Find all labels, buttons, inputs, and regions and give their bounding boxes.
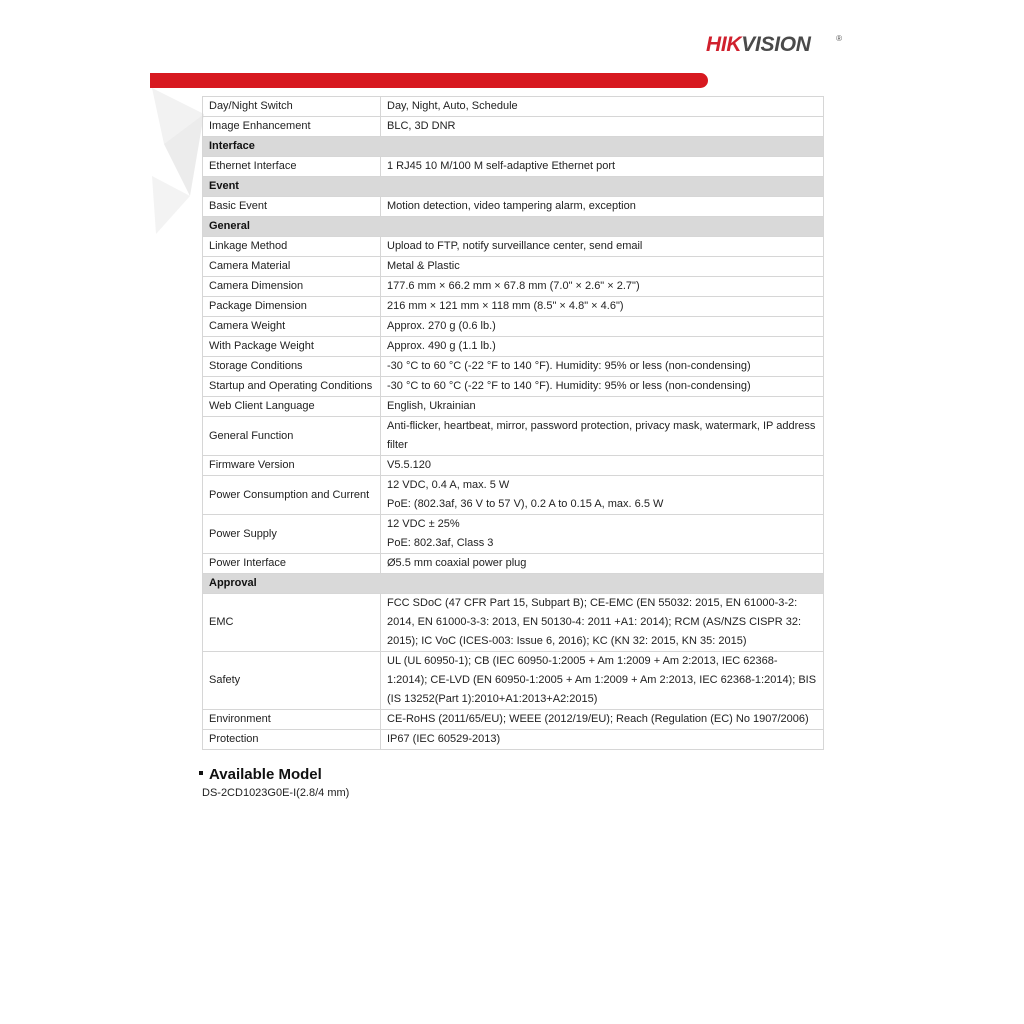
- spec-table: [202, 96, 824, 750]
- spec-value-line: -30 °C to 60 °C (-22 °F to 140 °F). Humidity: 95% or less (non-condensing): [387, 360, 751, 372]
- spec-label: Linkage Method: [203, 237, 381, 257]
- spec-value: [381, 417, 824, 456]
- spec-label: Package Dimension: [203, 297, 381, 317]
- spec-value: [381, 652, 824, 710]
- spec-value-line: V5.5.120: [387, 459, 432, 471]
- section-title: Interface: [203, 137, 824, 157]
- spec-value: [381, 237, 824, 257]
- spec-row: [203, 417, 824, 456]
- spec-row: [203, 377, 824, 397]
- spec-label: Environment: [203, 710, 381, 730]
- spec-row: [203, 337, 824, 357]
- spec-value: [381, 730, 824, 750]
- spec-row: [203, 730, 824, 750]
- spec-row: [203, 237, 824, 257]
- section-title: General: [203, 217, 824, 237]
- spec-value: [381, 377, 824, 397]
- spec-value-line: IP67 (IEC 60529-2013): [387, 733, 501, 745]
- registered-mark: ®: [836, 34, 842, 43]
- spec-value: [381, 456, 824, 476]
- spec-label: With Package Weight: [203, 337, 381, 357]
- spec-label: Day/Night Switch: [203, 97, 381, 117]
- spec-value-line: English, Ukrainian: [387, 400, 476, 412]
- spec-row: [203, 357, 824, 377]
- section-title: Event: [203, 177, 824, 197]
- spec-label: Web Client Language: [203, 397, 381, 417]
- spec-value-line: 177.6 mm × 66.2 mm × 67.8 mm (7.0" × 2.6" × 2.7"): [387, 280, 640, 292]
- spec-row: [203, 297, 824, 317]
- spec-row: [203, 257, 824, 277]
- spec-value-line: Anti-flicker, heartbeat, mirror, password protection, privacy mask, watermark, IP address filter: [387, 420, 816, 451]
- spec-label: Image Enhancement: [203, 117, 381, 137]
- spec-row: [203, 554, 824, 574]
- section-title: Approval: [203, 574, 824, 594]
- spec-label: Power Supply: [203, 515, 381, 554]
- spec-row: [203, 652, 824, 710]
- spec-value-line: Approx. 270 g (0.6 lb.): [387, 320, 496, 332]
- spec-value-line: UL (UL 60950-1); CB (IEC 60950-1:2005 + Am 1:2009 + Am 2:2013, IEC 62368-1:2014); CE-LVD (EN 60950-1:2005 + Am 1:2009 + Am 2:2013, IEC 62368-1:2014); BIS (IS 13252(Part 1):2010+A1:2013+A2:2015): [387, 655, 817, 705]
- spec-value-line: 12 VDC, 0.4 A, max. 5 W: [387, 479, 510, 491]
- section-header-row: [203, 137, 824, 157]
- spec-row: [203, 197, 824, 217]
- spec-value-line: 216 mm × 121 mm × 118 mm (8.5" × 4.8" × 4.6"): [387, 300, 624, 312]
- section-header-row: [203, 574, 824, 594]
- spec-value-line: PoE: (802.3af, 36 V to 57 V), 0.2 A to 0.15 A, max. 6.5 W: [387, 498, 664, 510]
- spec-row: [203, 456, 824, 476]
- available-model-heading: [199, 766, 322, 783]
- spec-row: [203, 476, 824, 515]
- spec-label: Storage Conditions: [203, 357, 381, 377]
- available-model-number: DS-2CD1023G0E-I(2.8/4 mm): [202, 787, 350, 799]
- spec-value-line: BLC, 3D DNR: [387, 120, 456, 132]
- watermark-decoration: [150, 86, 206, 236]
- spec-value-line: Day, Night, Auto, Schedule: [387, 100, 518, 112]
- spec-value: [381, 554, 824, 574]
- spec-value: [381, 117, 824, 137]
- spec-label: Camera Material: [203, 257, 381, 277]
- spec-value-line: Approx. 490 g (1.1 lb.): [387, 340, 496, 352]
- spec-value-line: Metal & Plastic: [387, 260, 460, 272]
- spec-row: [203, 710, 824, 730]
- spec-row: [203, 397, 824, 417]
- spec-value: [381, 710, 824, 730]
- header-accent-bar: [150, 73, 708, 88]
- spec-value-line: 1 RJ45 10 M/100 M self-adaptive Ethernet port: [387, 160, 616, 172]
- spec-row: [203, 157, 824, 177]
- spec-value: [381, 317, 824, 337]
- spec-label: Protection: [203, 730, 381, 750]
- spec-table-body: [203, 97, 824, 750]
- spec-value: [381, 337, 824, 357]
- spec-label: General Function: [203, 417, 381, 456]
- spec-row: [203, 317, 824, 337]
- spec-value: [381, 257, 824, 277]
- bullet-icon: [199, 771, 203, 775]
- spec-row: [203, 97, 824, 117]
- spec-value: [381, 97, 824, 117]
- section-header-row: [203, 217, 824, 237]
- spec-value: [381, 357, 824, 377]
- spec-value-line: -30 °C to 60 °C (-22 °F to 140 °F). Humidity: 95% or less (non-condensing): [387, 380, 751, 392]
- spec-value: [381, 277, 824, 297]
- spec-value: [381, 157, 824, 177]
- spec-value-line: Ø5.5 mm coaxial power plug: [387, 557, 527, 569]
- spec-value: [381, 197, 824, 217]
- spec-value: [381, 397, 824, 417]
- spec-row: [203, 277, 824, 297]
- spec-label: Firmware Version: [203, 456, 381, 476]
- spec-label: Camera Dimension: [203, 277, 381, 297]
- spec-value-line: 12 VDC ± 25%: [387, 518, 460, 530]
- spec-label: Ethernet Interface: [203, 157, 381, 177]
- spec-row: [203, 117, 824, 137]
- brand-logo: [706, 32, 842, 58]
- spec-value-line: CE-RoHS (2011/65/EU); WEEE (2012/19/EU); Reach (Regulation (EC) No 1907/2006): [387, 713, 809, 725]
- spec-value-line: Motion detection, video tampering alarm, exception: [387, 200, 636, 212]
- spec-value-line: PoE: 802.3af, Class 3: [387, 537, 494, 549]
- spec-row: [203, 515, 824, 554]
- available-model-title: Available Model: [209, 766, 322, 783]
- spec-label: Safety: [203, 652, 381, 710]
- spec-value: [381, 476, 824, 515]
- spec-label: Basic Event: [203, 197, 381, 217]
- brand-logo-hik: HIK: [706, 33, 742, 56]
- spec-value: [381, 515, 824, 554]
- spec-row: [203, 594, 824, 652]
- section-header-row: [203, 177, 824, 197]
- spec-label: EMC: [203, 594, 381, 652]
- spec-label: Power Consumption and Current: [203, 476, 381, 515]
- spec-label: Startup and Operating Conditions: [203, 377, 381, 397]
- spec-label: Camera Weight: [203, 317, 381, 337]
- spec-value: [381, 297, 824, 317]
- spec-value-line: Upload to FTP, notify surveillance center, send email: [387, 240, 643, 252]
- spec-value-line: FCC SDoC (47 CFR Part 15, Subpart B); CE-EMC (EN 55032: 2015, EN 61000-3-2: 2014, EN 61000-3-3: 2013, EN 50130-4: 2011 +A1: 2014); RCM (AS/NZS CISPR 32: 2015); IC VoC (ICES-003: Issue 6, 2016); KC (KN 32: 2015, KN 35: 2015): [387, 597, 802, 647]
- spec-value: [381, 594, 824, 652]
- brand-logo-vision: VISION: [741, 33, 811, 56]
- spec-label: Power Interface: [203, 554, 381, 574]
